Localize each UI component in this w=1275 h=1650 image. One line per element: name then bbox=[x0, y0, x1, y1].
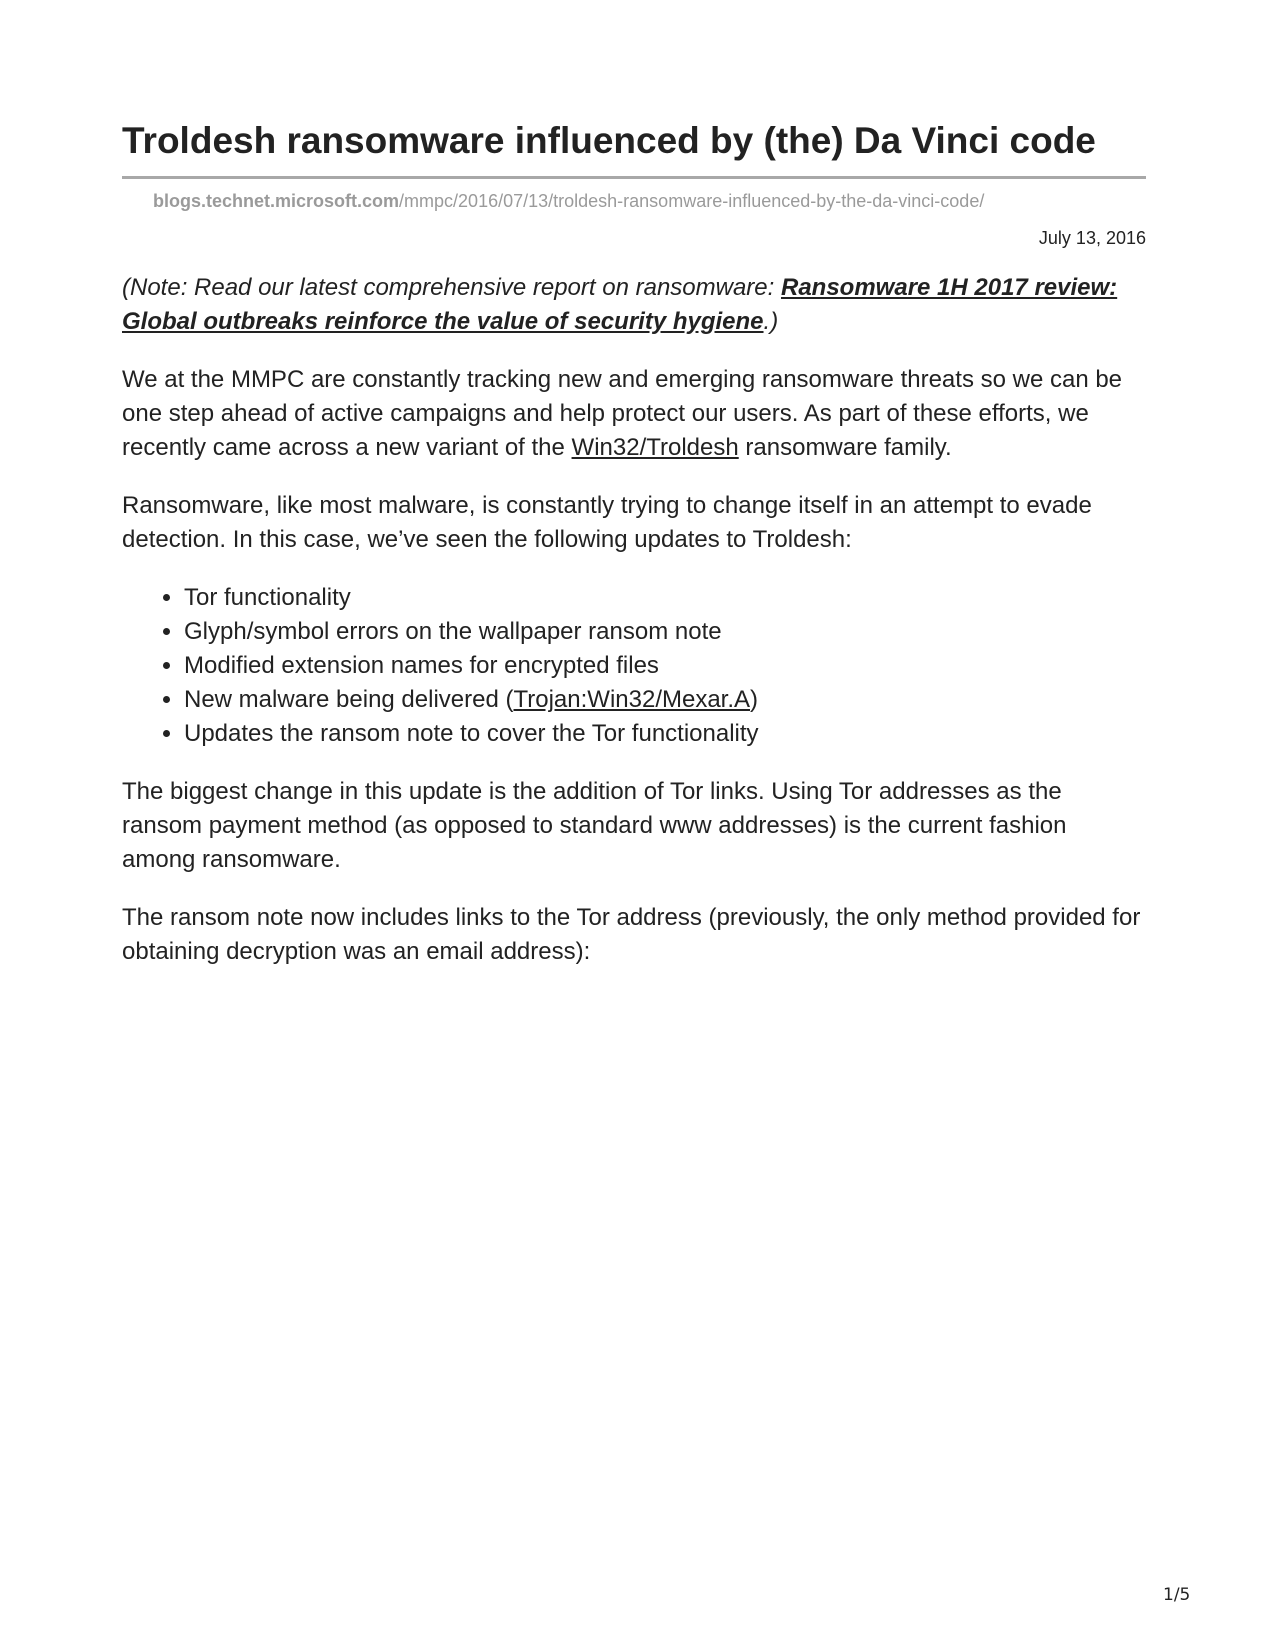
page-title: Troldesh ransomware influenced by (the) Da Vinci code bbox=[122, 118, 1146, 179]
page-number: 1/5 bbox=[1163, 1585, 1191, 1605]
list-item-text: New malware being delivered ( bbox=[184, 685, 514, 713]
intro-text: We at the MMPC are constantly tracking new and emerging ransomware threats so we can be one step ahead of active campaigns and help protect our users. As part of these efforts, we recently came across a new variant of the bbox=[122, 365, 1123, 461]
tor-change-paragraph: The biggest change in this update is the addition of Tor links. Using Tor addresses as the ransom payment method (as opposed to standard www addresses) is the current fashion among ransomware. bbox=[122, 777, 1067, 873]
intro-paragraph bbox=[122, 363, 1146, 465]
intro-text-end: ransomware family. bbox=[738, 433, 952, 461]
list-item-text-end: ) bbox=[750, 685, 759, 713]
list-item: • Tor functionality bbox=[184, 581, 1146, 615]
publish-date: July 13, 2016 bbox=[1038, 228, 1146, 249]
url-path: /mmpc/2016/07/13/troldesh-ransomware-influenced-by-the-da-vinci-code/ bbox=[399, 191, 985, 212]
list-item: • Glyph/symbol errors on the wallpaper ransom note bbox=[184, 615, 1146, 649]
updates-list bbox=[122, 581, 1146, 751]
note-suffix: .) bbox=[763, 307, 779, 335]
report-link[interactable]: Ransomware 1H 2017 review: Global outbreaks reinforce the value of security hygiene bbox=[122, 273, 1118, 335]
url-domain: blogs.technet.microsoft.com bbox=[153, 191, 400, 212]
report-note bbox=[122, 271, 1146, 339]
list-item bbox=[184, 683, 1146, 717]
mexar-link[interactable]: Trojan:Win32/Mexar.A bbox=[513, 685, 751, 713]
troldesh-link[interactable]: Win32/Troldesh bbox=[571, 433, 739, 461]
list-item: • Modified extension names for encrypted files bbox=[184, 649, 1146, 683]
updates-intro-paragraph: Ransomware, like most malware, is constantly trying to change itself in an attempt to evade detection. In this case, we’ve seen the following updates to Troldesh: bbox=[122, 491, 1092, 553]
ransom-note-paragraph: The ransom note now includes links to the Tor address (previously, the only method provided for obtaining decryption was an email address): bbox=[122, 903, 1141, 965]
source-url bbox=[153, 191, 1146, 212]
note-prefix: (Note: Read our latest comprehensive report on ransomware: bbox=[122, 273, 781, 301]
article-page bbox=[122, 118, 1146, 969]
list-item: • Updates the ransom note to cover the Tor functionality bbox=[184, 717, 1146, 751]
